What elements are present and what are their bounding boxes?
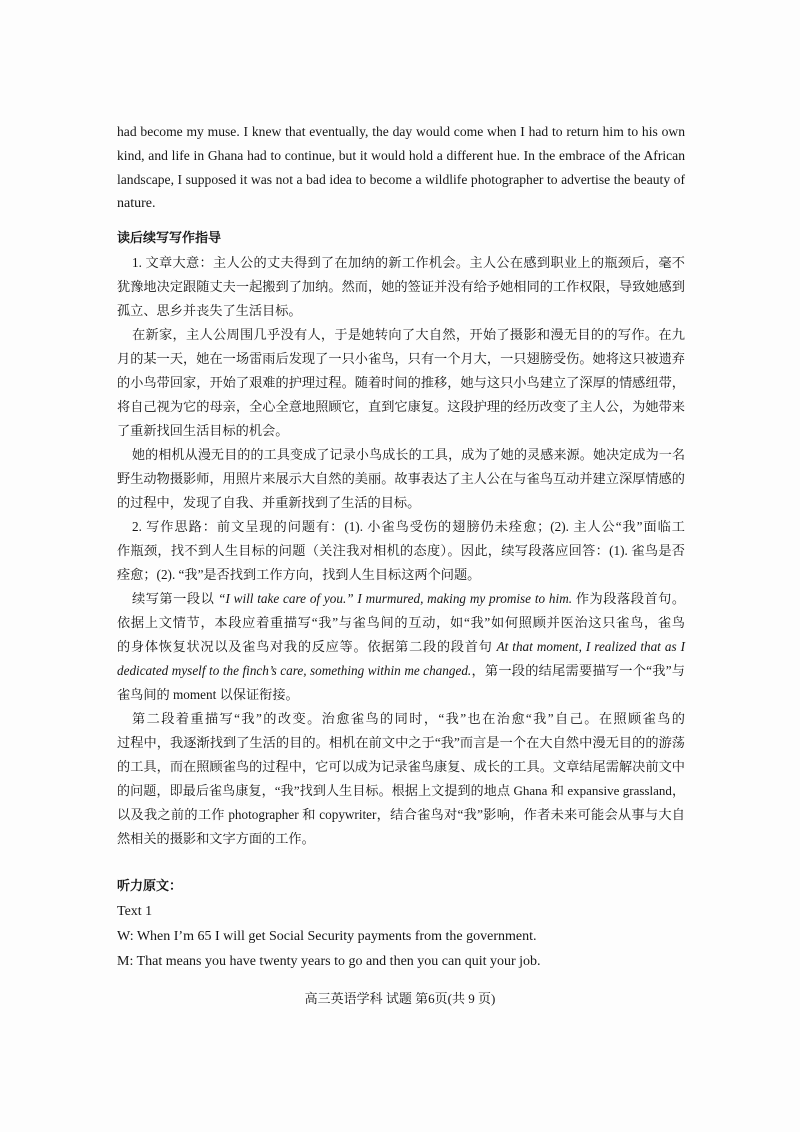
- text-label: Text 1: [117, 904, 153, 919]
- paragraph-line: [117, 635, 685, 659]
- italic-quote: “I will take care of you.” I murmured, making my promise to him.: [218, 591, 573, 606]
- paragraph-line: 作瓶颈，找不到人生目标的问题（关注我对相机的态度）。因此，续写段落应回答：(1). 雀鸟是否: [117, 543, 685, 558]
- passage-continuation: [117, 120, 685, 216]
- paragraph-line: 第二段着重描写“我”的改变。治愈雀鸟的同时，“我”也在治愈“我”自己。在照顾雀鸟的: [132, 711, 685, 726]
- second-paragraph-guidance: [117, 707, 685, 851]
- dialogue-line: W: When I’m 65 I will get Social Security payments from the government.: [117, 929, 537, 944]
- italic-quote: dedicated myself to the finch’s care, something within me changed.: [117, 663, 472, 678]
- paragraph-line: [117, 683, 685, 707]
- summary-paragraph: [117, 251, 685, 323]
- paragraph-line: [117, 587, 685, 611]
- writing-guide-heading: 读后续写写作指导: [117, 231, 222, 246]
- paragraph-line: 的小鸟带回家，开始了艰难的护理过程。随着时间的推移，她与这只小鸟建立了深厚的情感纽带，: [117, 375, 685, 390]
- summary-paragraph: [117, 443, 685, 515]
- paragraph-line: 痊愈；(2). “我”是否找到工作方向，找到人生目标这两个问题。: [117, 567, 481, 582]
- paragraph-line: 1. 文章大意：主人公的丈夫得到了在加纳的新工作机会。主人公在感到职业上的瓶颈后，毫不: [132, 255, 685, 270]
- plain-text: 雀鸟间的 moment 以保证衔接。: [117, 687, 299, 702]
- italic-quote: At that moment, I realized that as I: [496, 639, 685, 654]
- summary-paragraph: [117, 323, 685, 443]
- passage-line: landscape, I supposed it was not a bad idea to become a wildlife photographer to advertise the beauty of: [117, 172, 685, 187]
- passage-line: had become my muse. I knew that eventually, the day would come when I had to return him to his own: [117, 124, 685, 139]
- paragraph-line: 孤立、思乡并丧失了生活目标。: [117, 303, 302, 318]
- paragraph-line: 将自己视为它的母亲，全心全意地照顾它，直到它康复。这段护理的经历改变了主人公，为她带来: [117, 399, 685, 414]
- paragraph-line: 犹豫地决定跟随丈夫一起搬到了加纳。然而，她的签证并没有给予她相同的工作权限，导致她感到: [117, 279, 685, 294]
- passage-line: kind, and life in Ghana had to continue, but it would hold a different hue. In the embrace of the African: [117, 148, 685, 163]
- plain-text: 作为段落段首句。: [572, 591, 686, 606]
- plain-text: 的身体恢复状况以及雀鸟对我的反应等。依据第二段的段首句: [117, 639, 497, 654]
- paragraph-line: [117, 659, 685, 683]
- listening-transcript: [117, 874, 685, 974]
- plain-text: 依据上文情节，本段应着重描写“我”与雀鸟间的互动，如“我”如何照顾并医治这只雀鸟，雀鸟: [117, 615, 685, 630]
- paragraph-line: 了重新找回生活目标的机会。: [117, 423, 289, 438]
- plain-text: ，第一段的结尾需要描写一个“我”与: [471, 663, 685, 678]
- writing-approach-paragraph: [117, 515, 685, 587]
- paragraph-line: 然相关的摄影和文字方面的工作。: [117, 831, 315, 846]
- first-paragraph-guidance: [117, 587, 685, 707]
- paragraph-line: 的过程中，发现了自我、并重新找到了生活的目标。: [117, 495, 421, 510]
- paragraph-line: 野生动物摄影师，用照片来展示大自然的美丽。故事表达了主人公在与雀鸟互动并建立深厚情感的: [117, 471, 685, 486]
- paragraph-line: 月的某一天，她在一场雷雨后发现了一只小雀鸟，只有一个月大，一只翅膀受伤。她将这只被遗弃: [117, 351, 685, 366]
- paragraph-line: 在新家，主人公周围几乎没有人，于是她转向了大自然，开始了摄影和漫无目的的写作。在九: [132, 327, 685, 342]
- paragraph-line: 以及我之前的工作 photographer 和 copywriter，结合雀鸟对“我”影响，作者未来可能会从事与大自: [117, 807, 685, 822]
- writing-guide: [117, 227, 685, 851]
- paragraph-line: 2. 写作思路：前文呈现的问题有：(1). 小雀鸟受伤的翅膀仍未痊愈；(2). 主人公“我”面临工: [132, 519, 685, 534]
- paragraph-line: 的工具，而在照顾雀鸟的过程中，它可以成为记录雀鸟康复、成长的工具。文章结尾需解决前文中: [117, 759, 685, 774]
- listening-heading: 听力原文：: [117, 879, 183, 894]
- paragraph-line: 的问题，即最后雀鸟康复，“我”找到人生目标。根据上文提到的地点 Ghana 和 expansive grassland，: [117, 783, 685, 798]
- passage-line: nature.: [117, 196, 156, 211]
- dialogue-line: M: That means you have twenty years to go and then you can quit your job.: [117, 954, 541, 969]
- paragraph-line: [117, 611, 685, 635]
- paragraph-line: 她的相机从漫无目的的工具变成了记录小鸟成长的工具，成为了她的灵感来源。她决定成为一名: [132, 447, 685, 462]
- paragraph-line: 过程中，我逐渐找到了生活的目的。相机在前文中之于“我”而言是一个在大自然中漫无目的的游荡: [117, 735, 685, 750]
- page-footer: 高三英语学科 试题 第6页(共 9 页): [304, 991, 496, 1006]
- plain-text: 续写第一段以: [132, 591, 219, 606]
